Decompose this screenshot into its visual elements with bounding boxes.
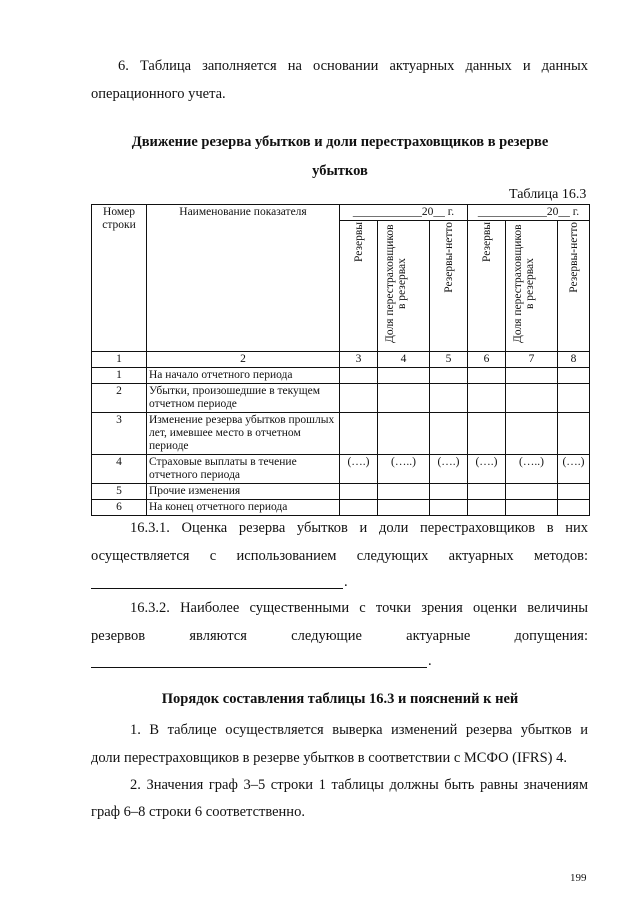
col-number: 1 [92,352,147,368]
row-number: 3 [92,413,147,455]
row-value [506,413,558,455]
procedure-p2-line-1: 2. Значения граф 3–5 строки 1 таблицы должны быть равны значениям [130,777,588,793]
para-16-3-2-line-2: резервов являются следующие актуарные допущения: [91,628,588,644]
row-value [506,384,558,413]
row-value [430,413,468,455]
header-indicator-name: Наименование показателя [147,205,340,352]
row-value: (…..) [506,455,558,484]
row-number: 4 [92,455,147,484]
row-value: (….) [340,455,378,484]
row-value: (….) [558,455,590,484]
subheader-net-reserves-2: Резервы-нетто [558,221,590,352]
row-value [430,484,468,500]
column-numbers-row [92,352,590,368]
col-number: 5 [430,352,468,368]
row-value [558,368,590,384]
row-value [468,500,506,516]
subheader-reinsurer-share-2: Доля перестраховщиков в резервах [506,221,558,352]
row-value: (…..) [378,455,430,484]
blank-line-methods-end: . [344,574,348,590]
subheader-net-reserves-1: Резервы-нетто [430,221,468,352]
procedure-p1-line-1: 1. В таблице осуществляется выверка изменений резерва убытков и [130,722,588,738]
row-value [378,413,430,455]
para-16-3-1-line-1: 16.3.1. Оценка резерва убытков и доли перестраховщиков в них [130,520,588,536]
blank-line-assumptions [91,667,427,668]
row-value [378,484,430,500]
para-16-3-1-line-2: осуществляется с использованием следующих актуарных методов: [91,548,588,564]
table-row [92,484,590,500]
row-value [340,413,378,455]
page-number: 199 [570,872,587,884]
table-16-3 [91,204,590,516]
subheader-reserves-1: Резервы [340,221,378,352]
table-row [92,368,590,384]
row-value [558,413,590,455]
col-number: 4 [378,352,430,368]
row-value [468,384,506,413]
row-value [430,384,468,413]
blank-line-assumptions-end: . [428,653,432,669]
row-value [340,368,378,384]
row-value [378,384,430,413]
table-row [92,413,590,455]
row-number: 2 [92,384,147,413]
row-value [558,500,590,516]
row-name: Изменение резерва убытков прошлых лет, имевшее место в отчетном периоде [147,413,340,455]
table-row [92,455,590,484]
header-period-1: ____________20__ г. [340,205,468,221]
row-value: (….) [468,455,506,484]
row-value [506,368,558,384]
col-number: 2 [147,352,340,368]
procedure-p1-line-2: доли перестраховщиков в резерве убытков в соответствии с МСФО (IFRS) 4. [91,750,567,766]
row-name: На начало отчетного периода [147,368,340,384]
row-value [430,500,468,516]
header-row-number: Номер строки [92,205,147,352]
row-name: Страховые выплаты в течение отчетного периода [147,455,340,484]
intro-line-1: 6. Таблица заполняется на основании актуарных данных и данных [118,58,588,74]
subheader-reinsurer-share-1: Доля перестраховщиков в резервах [378,221,430,352]
subheader-reserves-2: Резервы [468,221,506,352]
col-number: 7 [506,352,558,368]
procedure-title: Порядок составления таблицы 16.3 и пояснений к ней [161,691,519,707]
header-period-2: ____________20__ г. [468,205,590,221]
section-title-line-1: Движение резерва убытков и доли перестраховщиков в резерве [131,134,549,150]
row-value [430,368,468,384]
row-value [506,500,558,516]
table-row [92,500,590,516]
procedure-p2-line-2: граф 6–8 строки 6 соответственно. [91,804,305,820]
row-value: (….) [430,455,468,484]
intro-line-2: операционного учета. [91,86,226,102]
row-name: На конец отчетного периода [147,500,340,516]
row-value [340,500,378,516]
row-value [468,368,506,384]
row-name: Убытки, произошедшие в текущем отчетном периоде [147,384,340,413]
row-value [378,500,430,516]
col-number: 8 [558,352,590,368]
row-value [340,484,378,500]
row-value [506,484,558,500]
col-number: 6 [468,352,506,368]
row-number: 6 [92,500,147,516]
row-number: 1 [92,368,147,384]
blank-line-methods [91,588,343,589]
table-caption: Таблица 16.3 [509,187,587,202]
row-value [558,484,590,500]
para-16-3-2-line-1: 16.3.2. Наиболее существенными с точки зрения оценки величины [130,600,588,616]
col-number: 3 [340,352,378,368]
row-value [468,413,506,455]
row-value [558,384,590,413]
section-title-line-2: убытков [312,163,368,179]
row-value [340,384,378,413]
row-number: 5 [92,484,147,500]
table-row [92,384,590,413]
row-name: Прочие изменения [147,484,340,500]
row-value [378,368,430,384]
row-value [468,484,506,500]
